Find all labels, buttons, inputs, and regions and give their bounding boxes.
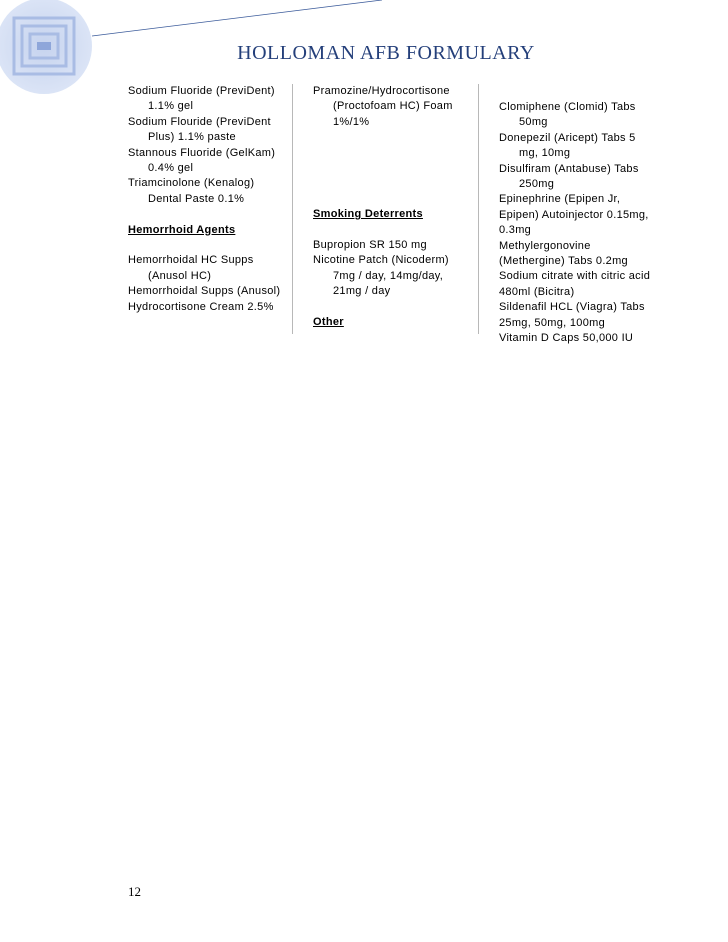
formulary-entry: Clomiphene (Clomid) Tabs 50mg [499,101,636,129]
formulary-entry: Sodium Flouride (PreviDent Plus) 1.1% paste [128,115,271,144]
formulary-entry: Vitamin D Caps 50,000 IU [499,332,634,345]
spacer [313,146,473,161]
column-1 [128,84,290,315]
formulary-entry: Sodium citrate with citric acid 480ml (Bicitra) [499,270,651,298]
column-divider [292,84,293,334]
section-heading: Other [313,315,344,328]
column-divider [478,84,479,334]
formulary-entry: Pramozine/Hydrocortisone (Proctofoam HC) Foam 1%/1% [313,85,453,128]
formulary-entry: Sildenafil HCL (Viagra) Tabs 25mg, 50mg, 100mg [499,301,645,329]
formulary-entry: Donepezil (Aricept) Tabs 5 mg, 10mg [499,131,636,160]
column-3 [499,100,655,347]
formulary-entry: Disulfiram (Antabuse) Tabs 250mg [499,162,639,191]
formulary-entry: Methylergonovine (Methergine) Tabs 0.2mg [499,239,628,268]
formulary-entry: Hydrocortisone Cream 2.5% [128,300,274,313]
spacer [313,130,473,145]
spacer [313,300,473,315]
spacer [313,192,473,207]
formulary-entry: Bupropion SR 150 mg [313,238,427,251]
column-2 [313,84,473,330]
section-heading: Hemorrhoid Agents [128,223,236,236]
page-number: 12 [128,884,141,899]
formulary-entry: Hemorrhoidal HC Supps (Anusol HC) [128,254,254,282]
spacer [313,223,473,238]
spacer [313,161,473,176]
formulary-entry: Hemorrhoidal Supps (Anusol) [128,285,281,298]
formulary-entry: Triamcinolone (Kenalog) Dental Paste 0.1% [128,177,255,205]
formulary-entry: Stannous Fluoride (GelKam) 0.4% gel [128,146,276,175]
spacer [128,238,290,253]
spacer [128,207,290,222]
formulary-entry: Epinephrine (Epipen Jr, Epipen) Autoinjector 0.15mg, 0.3mg [499,193,649,237]
section-heading: Smoking Deterrents [313,208,423,221]
formulary-entry: Nicotine Patch (Nicoderm) 7mg / day, 14mg/day, 21mg / day [313,254,449,298]
spacer [313,176,473,191]
page-title: HOLLOMAN AFB FORMULARY [237,42,535,64]
formulary-entry: Sodium Fluoride (PreviDent) 1.1% gel [128,85,275,113]
